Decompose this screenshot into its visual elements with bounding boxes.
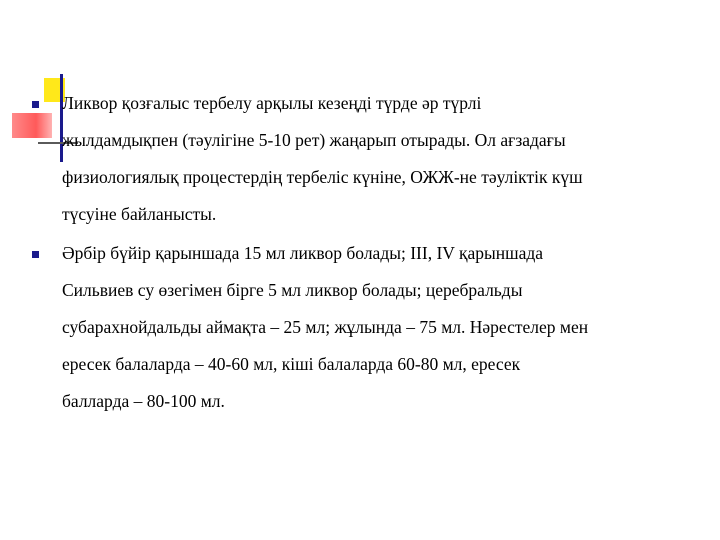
paragraph-line: физиологиялық процестердің тербеліс күніне, ОЖЖ-не тәуліктік күш [62,167,583,187]
paragraph-line: балларда – 80-100 мл. [62,391,225,411]
paragraph-line: субарахнойдальды аймақта – 25 мл; жұлында – 75 мл. Нәрестелер мен [62,317,589,337]
paragraph-line: түсуіне байланысты. [62,204,217,224]
square-bullet-icon [32,251,39,258]
square-bullet-icon [32,101,39,108]
decorative-pink-block [12,113,52,138]
paragraph-line: Сильвиев су өзегімен бірге 5 мл ликвор болады; церебральды [62,280,523,300]
paragraph-line: Ликвор қозғалыс тербелу арқылы кезеңді түрде әр түрлі [62,93,482,113]
paragraph-line: жылдамдықпен (тәулігіне 5-10 рет) жаңарып отырады. Ол ағзадағы [62,130,566,150]
paragraph-line: ересек балаларда – 40-60 мл, кіші балаларда 60-80 мл, ересек [62,354,521,374]
paragraph-line: Әрбір бүйір қарыншада 15 мл ликвор болады; III, IV қарыншада [62,243,544,263]
